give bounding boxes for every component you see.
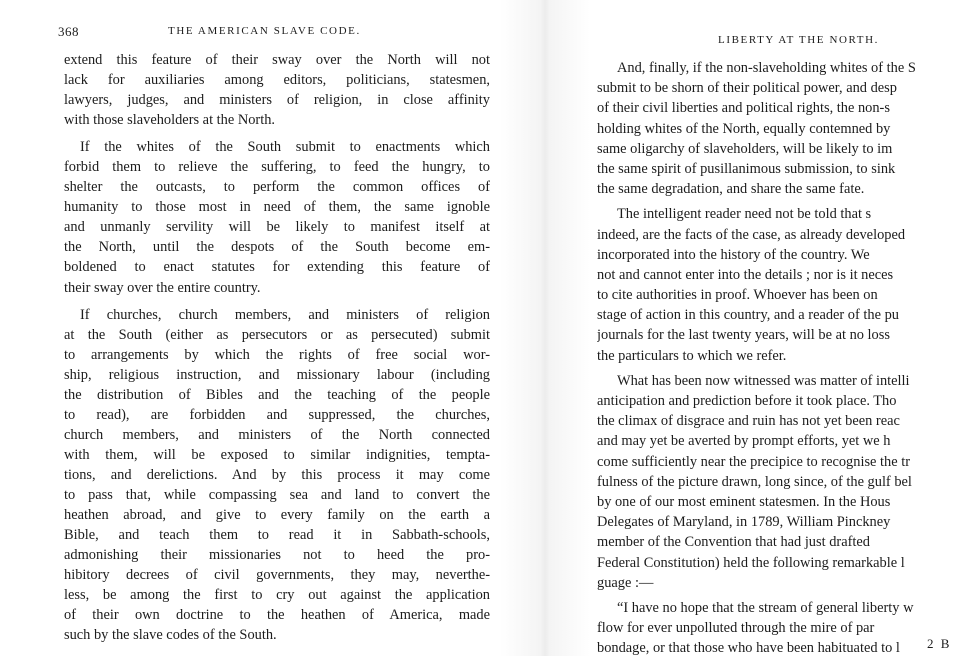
text-line: same oligarchy of slaveholders, will be likely to im (597, 140, 893, 157)
paragraph (597, 371, 980, 593)
text-line: lack for auxiliaries among editors, politicians, statesmen, (64, 72, 490, 89)
text-line: The intelligent reader need not be told that s (617, 206, 872, 223)
text-line: such by the slave codes of the South. (64, 627, 277, 644)
text-line: heathen abroad, and give to every family on the earth a (64, 507, 490, 524)
text-line: and unmanly servility will be likely to manifest itself at (64, 219, 490, 236)
text-line: hibitory decrees of civil governments, they may, neverthe- (64, 567, 490, 584)
text-line: the North, until the despots of the South become em- (64, 239, 490, 256)
text-line: Delegates of Maryland, in 1789, William Pinckney (597, 514, 891, 531)
text-line: bondage, or that those who have been habituated to l (597, 640, 900, 656)
text-line: and may yet be averted by prompt efforts, yet we h (597, 433, 891, 450)
text-line: Bible, and teach them to read it in Sabbath-schools, (64, 527, 490, 544)
page-gutter (500, 0, 590, 656)
page-number: 368 (58, 24, 79, 39)
text-line: fulness of the picture drawn, long since, of the gulf bel (597, 473, 912, 490)
text-line: holding whites of the North, equally contemned by (597, 120, 891, 137)
text-line: ship, religious instruction, and missionary labour (including (64, 366, 490, 383)
text-line: guage :— (597, 574, 654, 591)
text-line: the particulars to which we refer. (597, 347, 787, 364)
text-line: lawyers, judges, and ministers of religion, in close affinity (64, 92, 490, 109)
text-line: not and cannot enter into the details ; nor is it neces (597, 266, 894, 283)
text-line: with them, will be exposed to similar indignities, tempta- (64, 446, 490, 463)
text-line: less, be among the first to cry out against the application (64, 587, 490, 604)
text-line: member of the Convention that had just drafted (597, 534, 870, 551)
text-line: extend this feature of their sway over the North will not (64, 52, 490, 68)
text-line: their sway over the entire country. (64, 279, 261, 296)
text-line: with those slaveholders at the North. (64, 112, 276, 129)
paragraph (64, 305, 490, 646)
text-line: flow for ever unpolluted through the mire of par (597, 620, 875, 637)
paragraph (64, 137, 490, 297)
text-line: submit to be shorn of their political power, and desp (597, 80, 897, 97)
paragraph (597, 58, 980, 199)
text-line: And, finally, if the non-slaveholding whites of the S (617, 60, 916, 76)
text-line: of their civil liberties and political rights, the non-s (597, 100, 890, 117)
text-line: shelter the outcasts, to perform the common offices of (64, 179, 490, 196)
signature-mark: 2 B (927, 636, 952, 651)
text-line: incorporated into the history of the country. We (597, 246, 870, 263)
running-head: LIBERTY AT THE NORTH. (718, 34, 880, 46)
text-line: anticipation and prediction before it took place. Tho (597, 393, 897, 409)
text-line: the same spirit of pusillanimous submission, to sink (597, 160, 896, 177)
text-line: What has been now witnessed was matter of intelli (617, 372, 910, 389)
text-line: of their own doctrine to the heathen of America, made (64, 607, 490, 624)
paragraph (597, 598, 980, 656)
right-page-text (597, 58, 980, 656)
text-line: to arrangements by which the rights of free social wor- (64, 346, 490, 363)
left-page-text (64, 50, 490, 645)
text-line: to pass that, while compassing sea and land to convert the (64, 486, 490, 503)
text-line: to read), are forbidden and suppressed, the churches, (64, 406, 490, 423)
text-line: the distribution of Bibles and the teaching of the people (64, 386, 490, 403)
text-line: church members, and ministers of the North connected (64, 426, 490, 443)
text-line: to cite authorities in proof. Whoever has been on (597, 287, 878, 304)
text-line: “I have no hope that the stream of general liberty w (617, 599, 914, 616)
paragraph (64, 50, 490, 130)
text-line: the climax of disgrace and ruin has not yet been reac (597, 413, 900, 430)
text-line: at the South (either as persecutors or as persecuted) submit (64, 326, 490, 343)
left-page (58, 0, 490, 656)
text-line: the same degradation, and share the same fate. (597, 181, 865, 198)
text-line: forbid them to relieve the suffering, to feed the hungry, to (64, 159, 490, 176)
text-line: by one of our most eminent statesmen. In the Hous (597, 493, 891, 510)
text-line: come sufficiently near the precipice to recognise the tr (597, 453, 910, 470)
text-line: stage of action in this country, and a reader of the pu (597, 307, 899, 324)
text-line: journals for the last twenty years, will be at no loss (597, 327, 890, 344)
paragraph (597, 204, 980, 366)
text-line: If churches, church members, and ministers of religion (80, 306, 490, 323)
text-line: If the whites of the South submit to enactments which (80, 139, 490, 156)
text-line: indeed, are the facts of the case, as already developed (597, 226, 906, 243)
right-page (597, 0, 980, 656)
text-line: boldened to enact statutes for extending this feature of (64, 259, 490, 276)
text-line: humanity to those most in need of them, the same ignoble (64, 199, 490, 216)
text-line: admonishing their missionaries not to heed the pro- (64, 547, 490, 564)
text-line: Federal Constitution) held the following remarkable l (597, 554, 905, 571)
text-line: tions, and derelictions. And by this process it may come (64, 466, 490, 483)
running-head: THE AMERICAN SLAVE CODE. (168, 25, 361, 37)
